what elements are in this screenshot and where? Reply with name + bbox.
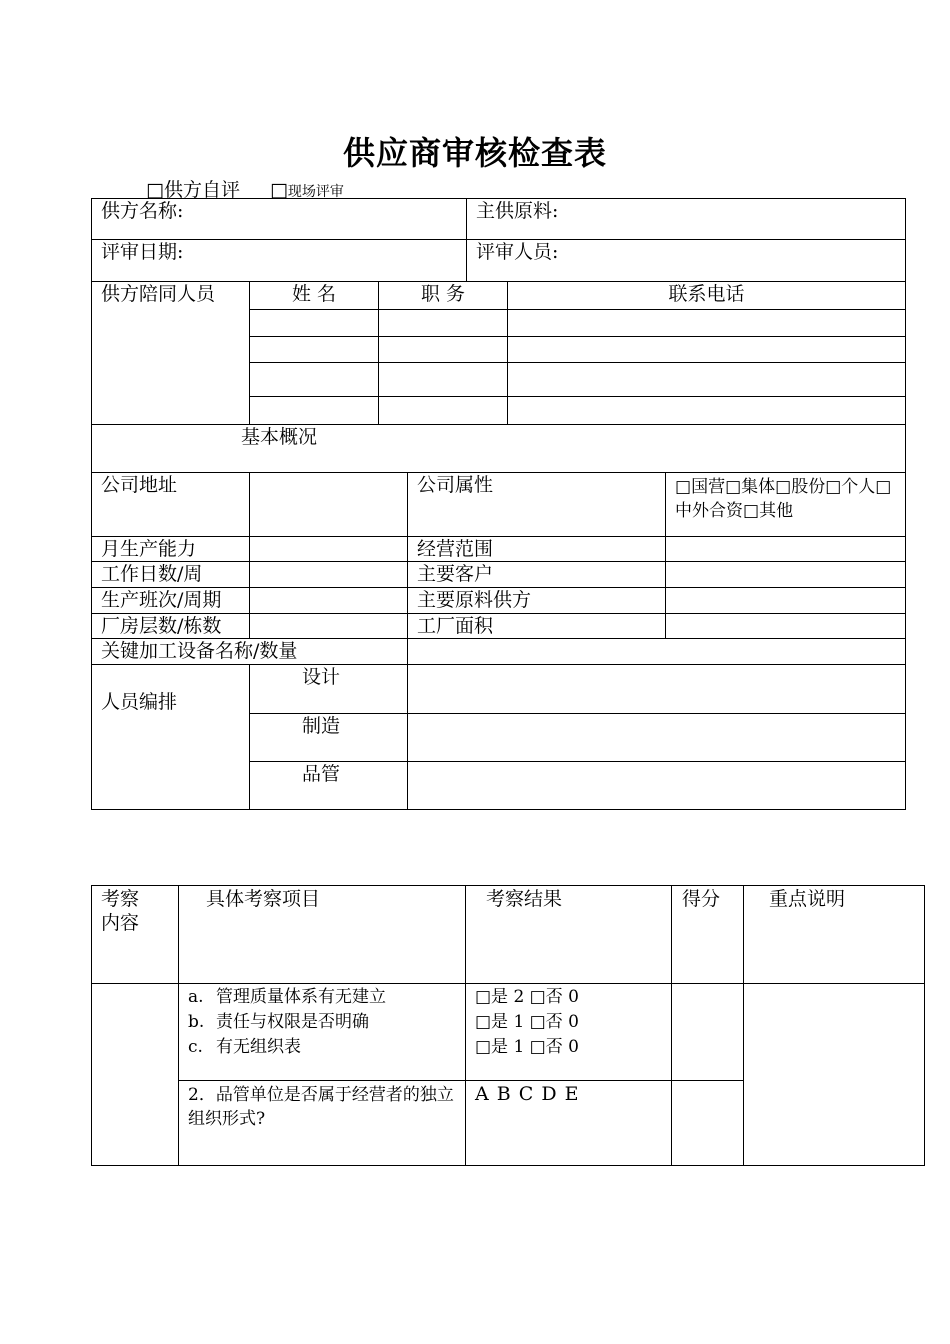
page-title: 供应商审核检查表	[342, 134, 607, 172]
list-item: c. 有无组织表	[188, 1037, 301, 1057]
auditor-field[interactable]: 评审人员:	[467, 240, 906, 282]
main-customers-value[interactable]	[666, 562, 906, 588]
accompany-name-cell[interactable]	[250, 363, 379, 397]
header-content: 考察内容	[92, 886, 179, 984]
score-cell[interactable]	[672, 984, 744, 1081]
grade-options[interactable]: A B C D E	[466, 1081, 672, 1166]
accompany-title-cell[interactable]	[379, 310, 508, 337]
accompany-name-cell[interactable]	[250, 310, 379, 337]
result-option[interactable]: □是 1 □否 0	[475, 1037, 579, 1057]
col-name-header: 姓 名	[250, 282, 379, 310]
accompany-title-cell[interactable]	[379, 337, 508, 363]
accompany-phone-cell[interactable]	[508, 363, 906, 397]
accompany-name-cell[interactable]	[250, 397, 379, 425]
list-item: b. 责任与权限是否明确	[188, 1012, 369, 1032]
key-equipment-label: 关键加工设备名称/数量	[92, 639, 408, 665]
floors-label: 厂房层数/栋数	[92, 614, 250, 639]
factory-area-value[interactable]	[666, 614, 906, 639]
business-scope-label: 经营范围	[408, 537, 666, 562]
work-days-label: 工作日数/周	[92, 562, 250, 588]
design-value[interactable]	[408, 665, 906, 714]
accompany-title-cell[interactable]	[379, 363, 508, 397]
quality-label: 品管	[250, 762, 408, 810]
manufacture-value[interactable]	[408, 714, 906, 762]
main-suppliers-label: 主要原料供方	[408, 588, 666, 614]
question-2: 2．品管单位是否属于经营者的独立组织形式?	[179, 1081, 466, 1166]
accompany-name-cell[interactable]	[250, 337, 379, 363]
header-score: 得分	[672, 886, 744, 984]
header-result: 考察结果	[466, 886, 672, 984]
accompany-phone-cell[interactable]	[508, 310, 906, 337]
header-items: 具体考察项目	[179, 886, 466, 984]
main-customers-label: 主要客户	[408, 562, 666, 588]
address-value[interactable]	[250, 473, 408, 537]
content-cell[interactable]	[92, 984, 179, 1166]
onsite-eval-label: 现场评审	[287, 184, 344, 200]
factory-area-label: 工厂面积	[408, 614, 666, 639]
accompany-phone-cell[interactable]	[508, 397, 906, 425]
accompany-label: 供方陪同人员	[92, 282, 250, 425]
attribute-label: 公司属性	[408, 473, 666, 537]
result-option[interactable]: □是 2 □否 0	[475, 987, 579, 1007]
self-eval-label: 供方自评	[163, 179, 240, 201]
overview-table	[91, 281, 906, 810]
sub-items-results[interactable]	[466, 984, 672, 1081]
business-scope-value[interactable]	[666, 537, 906, 562]
quality-value[interactable]	[408, 762, 906, 810]
shifts-value[interactable]	[250, 588, 408, 614]
notes-cell[interactable]	[744, 984, 925, 1166]
attribute-options[interactable]: □国营□集体□股份□个人□中外合资□其他	[666, 473, 906, 537]
supplier-name-field[interactable]: 供方名称:	[92, 199, 467, 240]
self-eval-checkbox[interactable]: □	[146, 179, 164, 201]
work-days-value[interactable]	[250, 562, 408, 588]
overview-heading: 基本概况	[92, 425, 906, 473]
score-cell[interactable]	[672, 1081, 744, 1166]
shifts-label: 生产班次/周期	[92, 588, 250, 614]
staffing-label: 人员编排	[92, 665, 250, 810]
accompany-phone-cell[interactable]	[508, 337, 906, 363]
supplier-info-table	[91, 198, 906, 282]
monthly-capacity-value[interactable]	[250, 537, 408, 562]
main-suppliers-value[interactable]	[666, 588, 906, 614]
result-option[interactable]: □是 1 □否 0	[475, 1012, 579, 1032]
header-notes: 重点说明	[744, 886, 925, 984]
address-label: 公司地址	[92, 473, 250, 537]
sub-items-list	[179, 984, 466, 1081]
audit-date-field[interactable]: 评审日期:	[92, 240, 467, 282]
col-phone-header: 联系电话	[508, 282, 906, 310]
manufacture-label: 制造	[250, 714, 408, 762]
floors-value[interactable]	[250, 614, 408, 639]
list-item: a. 管理质量体系有无建立	[188, 987, 386, 1007]
col-title-header: 职 务	[379, 282, 508, 310]
main-material-field[interactable]: 主供原料:	[467, 199, 906, 240]
onsite-eval-checkbox[interactable]: □	[269, 179, 288, 201]
monthly-capacity-label: 月生产能力	[92, 537, 250, 562]
design-label: 设计	[250, 665, 408, 714]
inspection-table	[91, 885, 925, 1166]
key-equipment-value[interactable]	[408, 639, 906, 665]
accompany-title-cell[interactable]	[379, 397, 508, 425]
